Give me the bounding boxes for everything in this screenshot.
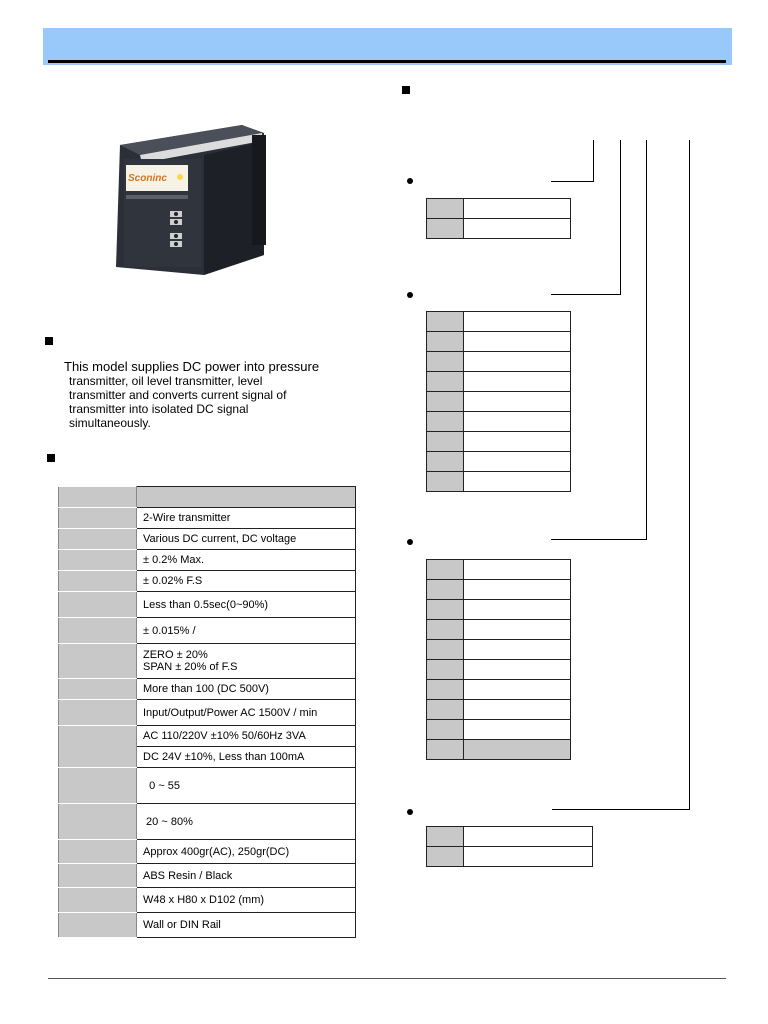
table-row	[59, 571, 356, 592]
spec-value: Less than 0.5sec(0~90%)	[137, 592, 356, 618]
description-text	[64, 360, 364, 430]
spec-value: 2-Wire transmitter	[137, 508, 356, 529]
table-header-row	[59, 487, 356, 508]
description-line: This model supplies DC power into pressure	[64, 359, 320, 374]
spec-value: Input/Output/Power AC 1500V / min	[137, 700, 356, 726]
table-row	[427, 660, 571, 680]
spec-value	[137, 644, 356, 679]
table-row	[427, 640, 571, 660]
spec-value: 20 ~ 80%	[137, 804, 356, 840]
connector-line	[620, 140, 621, 295]
signal-converter-image	[112, 115, 272, 287]
spec-value: AC 110/220V ±10% 50/60Hz 3VA	[137, 726, 356, 747]
footer-rule	[48, 978, 726, 979]
spec-value: 0 ~ 55	[137, 768, 356, 804]
connector-line	[646, 140, 647, 540]
bullet-dot	[407, 292, 413, 298]
table-row	[427, 472, 571, 492]
code-table-3	[426, 559, 571, 760]
section-bullet-description	[45, 337, 53, 345]
table-row	[59, 864, 356, 888]
description-line: simultaneously.	[69, 416, 151, 430]
connector-line	[551, 294, 621, 295]
table-row	[59, 618, 356, 644]
table-row	[59, 644, 356, 679]
table-row	[427, 700, 571, 720]
spec-value: Wall or DIN Rail	[137, 913, 356, 938]
table-row	[427, 199, 571, 219]
table-row	[59, 726, 356, 747]
spec-value: DC 24V ±10%, Less than 100mA	[137, 747, 356, 768]
description-line: transmitter into isolated DC signal	[69, 402, 249, 416]
table-row	[59, 840, 356, 864]
bullet-dot	[407, 539, 413, 545]
table-row	[59, 768, 356, 804]
connector-line	[593, 140, 594, 182]
spec-value: Various DC current, DC voltage	[137, 529, 356, 550]
specifications-table	[58, 486, 356, 938]
table-row	[427, 432, 571, 452]
table-row	[427, 219, 571, 239]
section-bullet-specifications	[47, 454, 55, 462]
table-row	[427, 740, 571, 760]
table-row	[427, 392, 571, 412]
spec-value: ABS Resin / Black	[137, 864, 356, 888]
table-row	[427, 847, 593, 867]
bullet-dot	[407, 809, 413, 815]
table-row	[59, 679, 356, 700]
table-row	[59, 550, 356, 571]
header-cell-spec	[137, 487, 356, 508]
spec-value: ± 0.015% /	[137, 618, 356, 644]
table-row	[427, 720, 571, 740]
code-table-2	[426, 311, 571, 492]
table-row	[427, 827, 593, 847]
table-row	[427, 580, 571, 600]
header-cell-item	[59, 487, 137, 508]
table-row	[427, 620, 571, 640]
table-row	[427, 560, 571, 580]
table-row	[59, 592, 356, 618]
connector-line	[552, 809, 690, 810]
spec-value: W48 x H80 x D102 (mm)	[137, 888, 356, 913]
table-row	[427, 352, 571, 372]
table-row	[427, 452, 571, 472]
table-row	[427, 332, 571, 352]
connector-line	[551, 181, 594, 182]
description-line: transmitter and converts current signal of	[69, 388, 287, 402]
spec-value: Approx 400gr(AC), 250gr(DC)	[137, 840, 356, 864]
table-row	[427, 312, 571, 332]
product-photo	[112, 115, 272, 287]
spec-value: ± 0.02% F.S	[137, 571, 356, 592]
spec-value: More than 100 (DC 500V)	[137, 679, 356, 700]
table-row	[59, 700, 356, 726]
brand-logo-text: Sconinc	[128, 173, 167, 184]
table-row	[427, 680, 571, 700]
spec-value-line: SPAN ± 20% of F.S	[143, 661, 238, 673]
table-row	[59, 529, 356, 550]
spec-value: ± 0.2% Max.	[137, 550, 356, 571]
table-row	[59, 888, 356, 913]
code-table-1	[426, 198, 571, 239]
table-row	[427, 600, 571, 620]
table-row	[59, 804, 356, 840]
description-line: transmitter, oil level transmitter, level	[69, 374, 263, 388]
section-bullet-ordering	[402, 86, 410, 94]
spec-value-line: ZERO ± 20%	[143, 649, 208, 661]
connector-line	[551, 539, 647, 540]
table-row	[427, 412, 571, 432]
table-row	[59, 913, 356, 938]
code-table-4	[426, 826, 593, 867]
table-row	[427, 372, 571, 392]
connector-line	[689, 140, 690, 810]
table-row	[59, 508, 356, 529]
header-rule	[48, 60, 726, 63]
bullet-dot	[407, 178, 413, 184]
